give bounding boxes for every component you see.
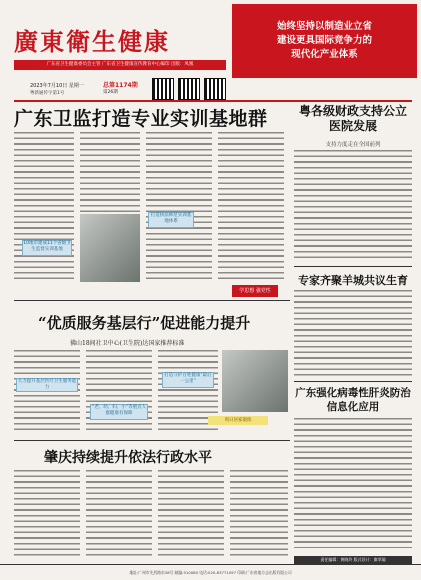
story3-column-1: [14, 470, 80, 558]
story2-callout-2: 大力提升基层医疗卫生服务能力: [17, 379, 77, 390]
editor-credit: 责任编辑：黄晓玲 版式设计：廖翠瑜: [294, 556, 412, 564]
story2-photo: [222, 350, 288, 412]
sidebar-headline-2: 专家齐聚羊城共议生育: [298, 274, 408, 287]
story3-column-4: [230, 470, 288, 558]
sidebar-column-3: [294, 418, 412, 548]
sidebar-divider: [294, 266, 412, 267]
main-column-3: [146, 132, 212, 282]
qr-code-icon: [204, 78, 226, 100]
masthead-title: 廣東衛生健康: [14, 27, 170, 56]
sidebar-headline-1: 粤各级财政支持公立医院发展: [298, 104, 407, 133]
story2-column-1: [14, 350, 80, 434]
main-column-2: [80, 132, 140, 212]
issue-total: 总第1174期: [103, 82, 138, 89]
issue-date: 2023年7月10日 星期一: [30, 83, 84, 89]
sponsor-bar: 广东省卫生健康委员会主管 广东省卫生健康宣传教育中心编印 出版：凤凰: [14, 60, 226, 70]
story3-column-3: [158, 470, 224, 558]
qr-code-icon: [152, 78, 174, 100]
main-photo: [80, 214, 140, 282]
banner-line-3: 现代化产业体系: [291, 49, 358, 60]
story3-headline: 肇庆持续提升依法行政水平: [44, 450, 212, 466]
banner-line-1: 始终坚持以制造业立省: [276, 21, 372, 32]
story3-tag: 周日居家锻炼: [208, 416, 268, 425]
story2-callout-3: “老、幼、妇、小”等重点人群健康有保障: [90, 404, 148, 420]
issue-pages: 第26期: [103, 90, 118, 95]
section-divider: [14, 440, 290, 441]
main-callout-1: 打造执法师范实训基地体系: [148, 212, 194, 228]
slogan-banner: [232, 4, 417, 78]
story2-callout-1: 打造守护百姓健康“最后一公里”: [162, 372, 214, 388]
main-callout-2: 10地市建成11个省级卫生监督实训基地: [22, 240, 72, 256]
qr-code-icon: [178, 78, 200, 100]
sidebar-column-1: [294, 150, 412, 262]
sidebar-sub-1: 支持力度走在全国前列: [325, 142, 381, 148]
main-column-1: [14, 132, 74, 282]
party-tag: 学思想 强党性: [232, 285, 278, 297]
issue-cn: 粤新通传字第1号: [30, 91, 65, 96]
sidebar-divider: [294, 381, 412, 382]
banner-line-2: 建设更具国际竞争力的: [276, 35, 372, 46]
masthead-divider: [14, 100, 412, 102]
story2-headline: “优质服务基层行”促进能力提升: [38, 314, 251, 332]
main-headline: 广东卫监打造专业实训基地群: [14, 108, 268, 130]
section-divider: [14, 300, 290, 301]
footer-text: 地址:广州市先烈路东38号 邮编:510080 电话:020-83771097 印刷:广东省地方志出版有限公司: [129, 570, 292, 575]
story2-column-2: [86, 350, 152, 434]
main-column-4: [218, 132, 284, 282]
sidebar-column-2: [294, 290, 412, 378]
story2-sub: 佛山18间社卫中心(卫生院)达国家推荐标准: [70, 340, 185, 347]
story3-column-2: [86, 470, 152, 558]
sidebar-headline-3: 广东强化病毒性肝炎防治信息化应用: [295, 387, 411, 413]
